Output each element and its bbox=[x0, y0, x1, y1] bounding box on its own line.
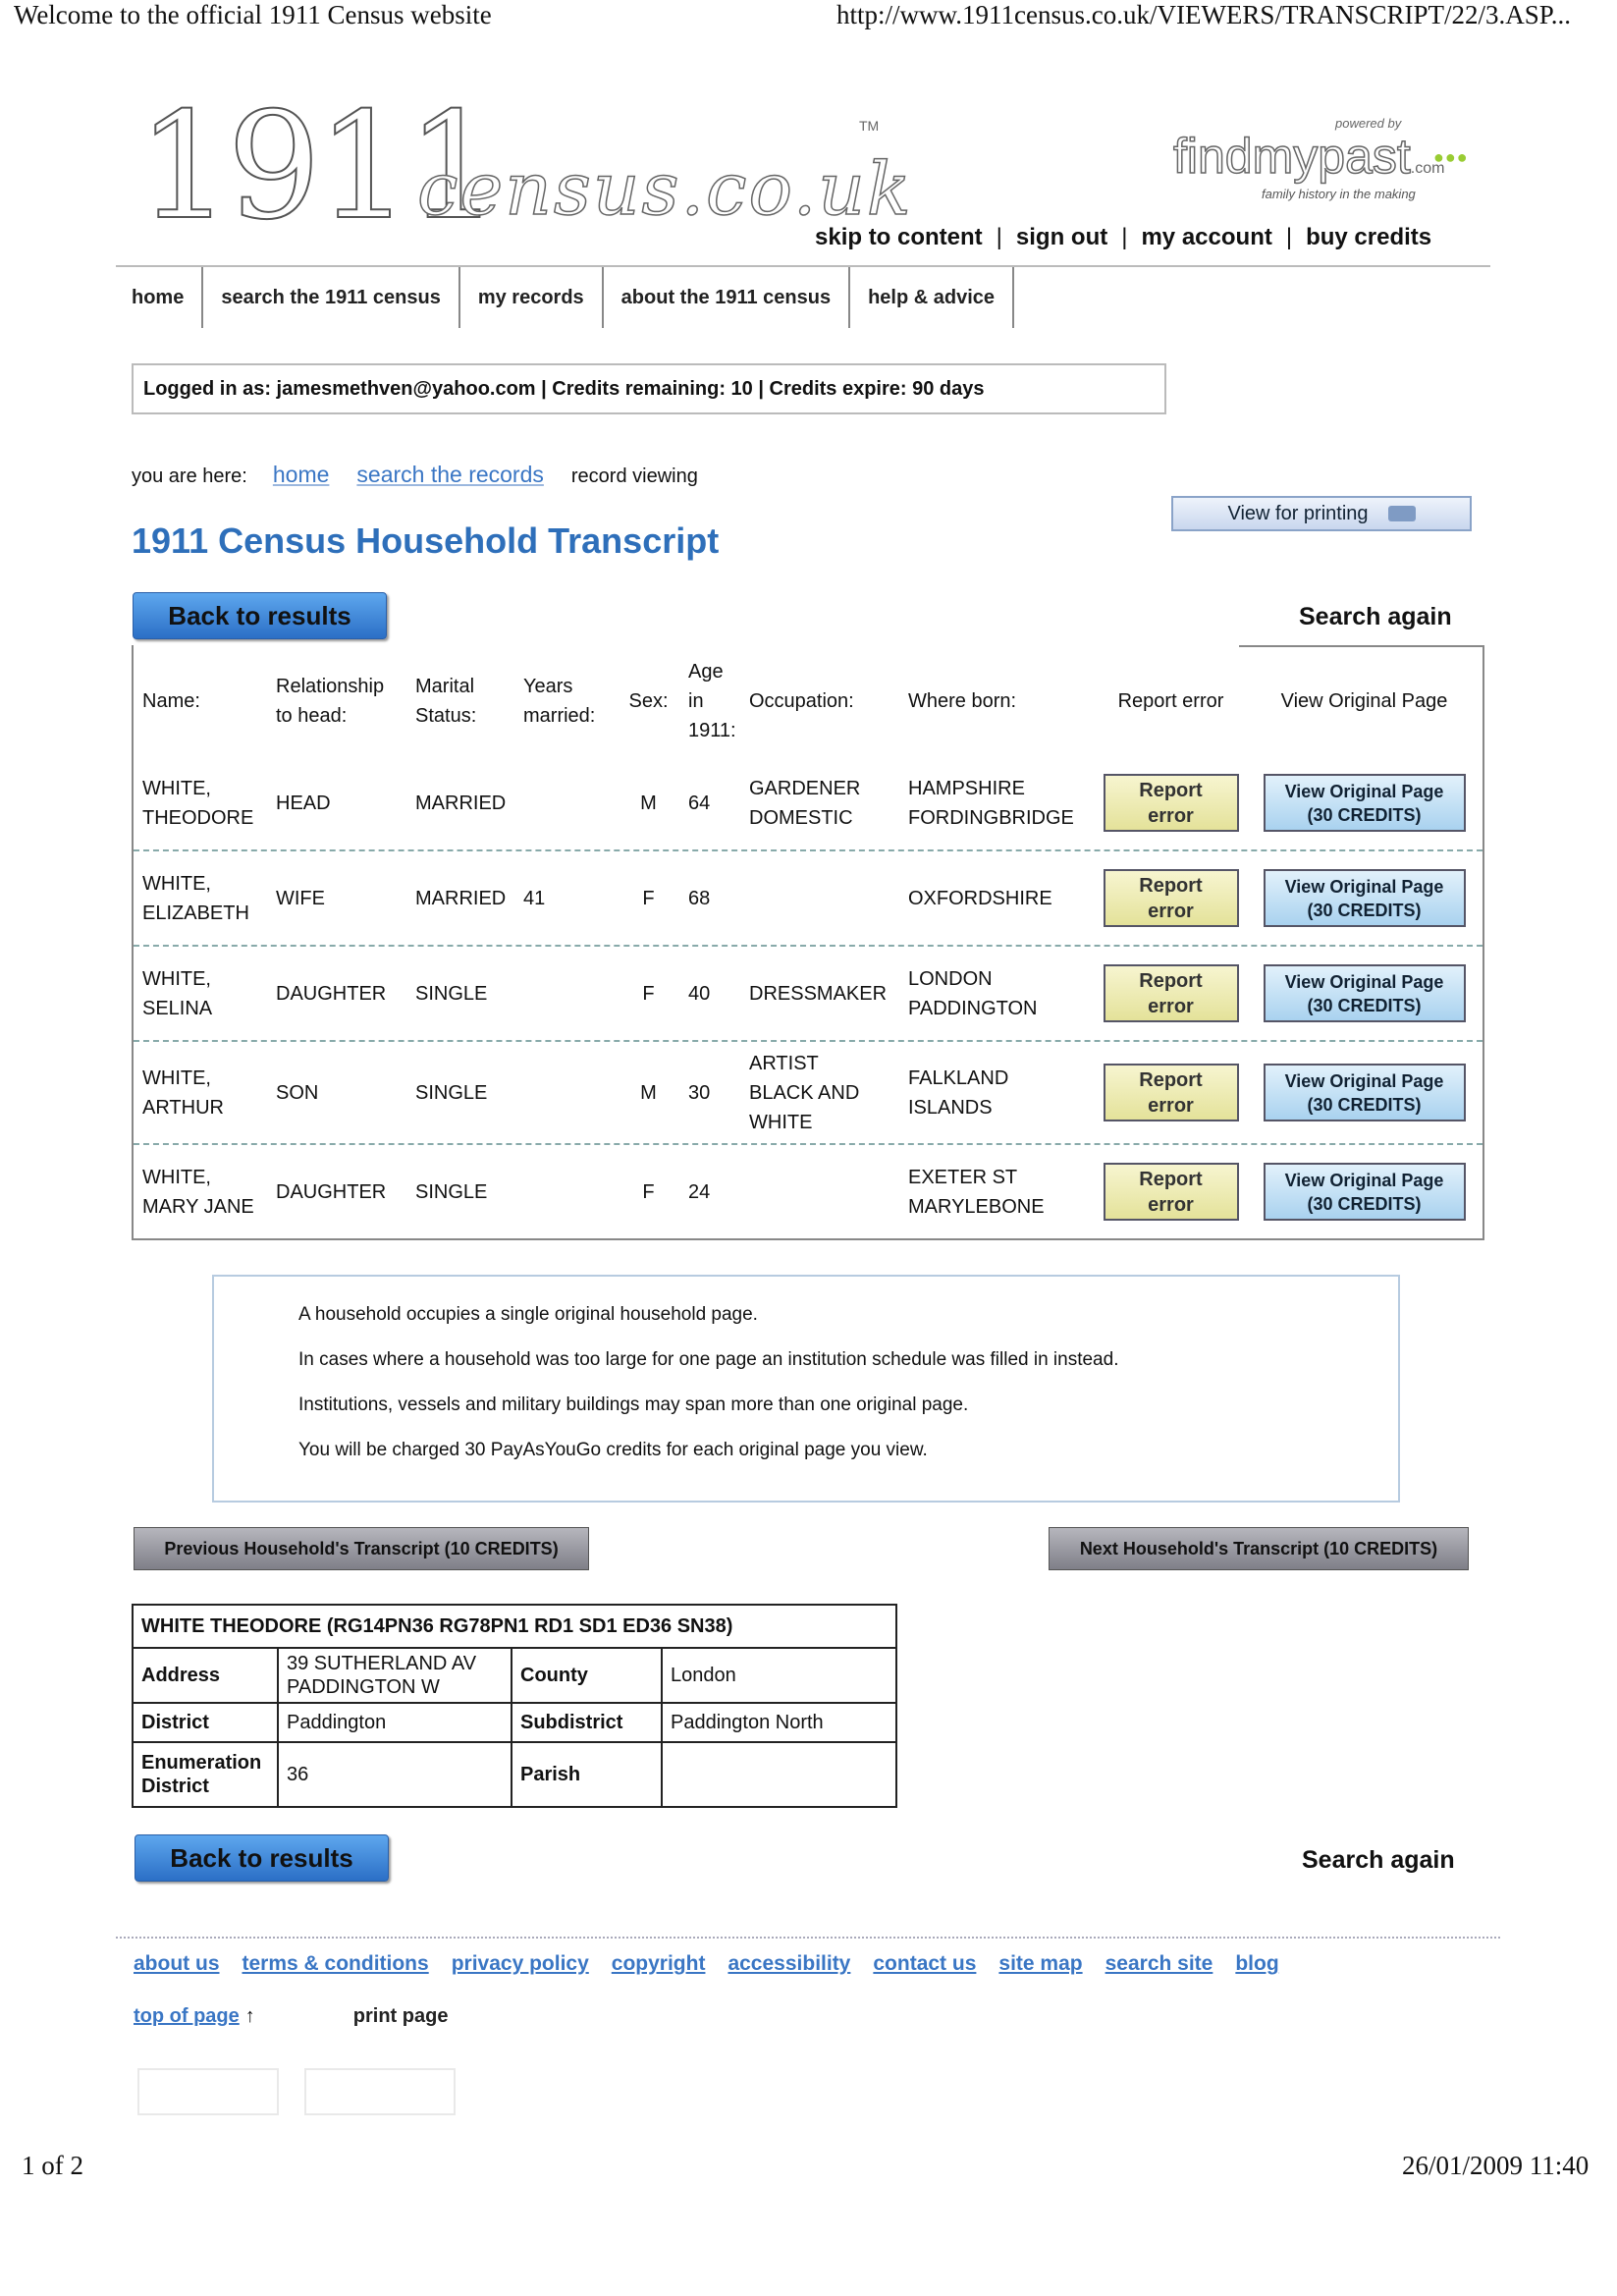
cell-marital: SINGLE bbox=[415, 982, 488, 1005]
view-original-credits: (30 CREDITS) bbox=[1307, 900, 1422, 920]
cell-name-line: WHITE, bbox=[142, 777, 211, 799]
district-value: Paddington bbox=[278, 1703, 512, 1742]
view-original-label: View Original Page bbox=[1284, 1170, 1444, 1190]
cell-sex: M bbox=[640, 792, 657, 814]
footer-about-us-link[interactable]: about us bbox=[134, 1952, 220, 1975]
cell-name-line: WHITE, bbox=[142, 1166, 211, 1188]
report-error-button[interactable] bbox=[1104, 1163, 1239, 1221]
col-years-line2: married: bbox=[523, 704, 596, 727]
cell-report bbox=[1086, 1064, 1247, 1121]
nav-about-census[interactable]: about the 1911 census bbox=[604, 267, 850, 328]
view-original-credits: (30 CREDITS) bbox=[1307, 804, 1422, 825]
w3c-badge-icon bbox=[137, 2068, 279, 2115]
view-original-label: View Original Page bbox=[1284, 971, 1444, 992]
table-row bbox=[134, 849, 1482, 945]
previous-household-button[interactable]: Previous Household's Transcript (10 CREDITS) bbox=[134, 1527, 589, 1570]
table-row bbox=[134, 1040, 1482, 1143]
report-error-label: error bbox=[1148, 1094, 1194, 1117]
table-row bbox=[134, 756, 1482, 849]
footer-blog-link[interactable]: blog bbox=[1235, 1952, 1279, 1975]
cell-name-line: WHITE, bbox=[142, 872, 211, 895]
district-label: District bbox=[133, 1703, 278, 1742]
col-relationship bbox=[267, 672, 406, 731]
arrow-up-icon: ↑ bbox=[244, 2005, 255, 2027]
view-original-label: View Original Page bbox=[1284, 1070, 1444, 1091]
col-name: Name: bbox=[142, 689, 200, 712]
cell-where-born-line: PADDINGTON bbox=[908, 997, 1038, 1019]
cell-view bbox=[1247, 774, 1473, 832]
print-header-url: http://www.1911census.co.uk/VIEWERS/TRANSCRIPT/22/3.ASP... bbox=[836, 0, 1572, 29]
cell-name-line: WHITE, bbox=[142, 967, 211, 990]
parish-label: Parish bbox=[512, 1742, 662, 1807]
cell-occupation-line: DOMESTIC bbox=[749, 806, 853, 829]
report-error-button[interactable] bbox=[1104, 1064, 1239, 1121]
separator: | bbox=[996, 224, 1002, 250]
table-row bbox=[134, 945, 1482, 1040]
separator: | bbox=[1121, 224, 1128, 250]
cell-marital: SINGLE bbox=[415, 1081, 488, 1104]
view-original-page-button[interactable] bbox=[1264, 1163, 1466, 1221]
view-original-page-button[interactable] bbox=[1264, 1064, 1466, 1121]
report-error-label: error bbox=[1148, 995, 1194, 1017]
col-marital-line1: Marital bbox=[415, 675, 475, 697]
col-marital-line2: Status: bbox=[415, 704, 477, 727]
report-error-label: Report bbox=[1139, 969, 1203, 992]
nav-help-advice[interactable]: help & advice bbox=[850, 267, 1014, 328]
cell-relationship: WIFE bbox=[276, 887, 325, 909]
reference-heading: WHITE THEODORE (RG14PN36 RG78PN1 RD1 SD1 ED36 SN38) bbox=[133, 1605, 896, 1648]
cell-name bbox=[134, 964, 267, 1023]
subdistrict-label: Subdistrict bbox=[512, 1703, 662, 1742]
cell-marital: SINGLE bbox=[415, 1180, 488, 1203]
table-header-row bbox=[134, 645, 1482, 756]
info-line: You will be charged 30 PayAsYouGo credits for each original page you view. bbox=[298, 1440, 928, 1460]
view-original-page-button[interactable] bbox=[1264, 964, 1466, 1022]
col-age-line1: Age bbox=[688, 660, 724, 683]
cell-where-born bbox=[899, 1163, 1086, 1222]
col-years-line1: Years bbox=[523, 675, 573, 697]
report-error-button[interactable] bbox=[1104, 774, 1239, 832]
site-logo-domain[interactable]: census.co.uk bbox=[417, 147, 913, 232]
household-transcript-table bbox=[132, 645, 1484, 1240]
my-account-link[interactable]: my account bbox=[1141, 224, 1272, 250]
print-footer-datetime: 26/01/2009 11:40 bbox=[1402, 2151, 1590, 2180]
breadcrumb-search-link[interactable]: search the records bbox=[356, 462, 544, 487]
footer-terms-link[interactable]: terms & conditions bbox=[242, 1952, 429, 1975]
enumeration-district-value: 36 bbox=[278, 1742, 512, 1807]
report-error-button[interactable] bbox=[1104, 869, 1239, 927]
cell-report bbox=[1086, 869, 1247, 927]
enumeration-district-label bbox=[133, 1742, 278, 1807]
subdistrict-value: Paddington North bbox=[662, 1703, 896, 1742]
col-view-original: View Original Page bbox=[1280, 689, 1448, 712]
cell-age: 24 bbox=[688, 1180, 711, 1203]
cell-relationship: SON bbox=[276, 1081, 319, 1104]
enumeration-label-line2: District bbox=[141, 1776, 209, 1797]
breadcrumb-home-link[interactable]: home bbox=[272, 462, 330, 487]
cell-name-line: SELINA bbox=[142, 997, 213, 1019]
cell-where-born bbox=[899, 964, 1086, 1023]
partner-logo[interactable] bbox=[1173, 128, 1444, 185]
cell-marital: MARRIED bbox=[415, 887, 507, 909]
view-original-credits: (30 CREDITS) bbox=[1307, 995, 1422, 1015]
cell-sex: M bbox=[640, 1081, 657, 1104]
col-age-line3: 1911: bbox=[688, 719, 736, 741]
printer-icon bbox=[1388, 506, 1416, 521]
buy-credits-link[interactable]: buy credits bbox=[1306, 224, 1432, 250]
partner-powered-by: powered by bbox=[1335, 116, 1402, 131]
cell-occupation-line: DRESSMAKER bbox=[749, 982, 888, 1005]
login-status: Logged in as: jamesmethven@yahoo.com | Credits remaining: 10 | Credits expire: 90 days bbox=[132, 363, 1166, 414]
cell-name-line: THEODORE bbox=[142, 806, 254, 829]
footer-privacy-link[interactable]: privacy policy bbox=[451, 1952, 589, 1975]
cell-where-born bbox=[899, 774, 1086, 833]
search-again-link-bottom[interactable]: Search again bbox=[1302, 1846, 1455, 1874]
cell-name bbox=[134, 1163, 267, 1222]
breadcrumb-current: record viewing bbox=[570, 465, 698, 487]
view-original-label: View Original Page bbox=[1284, 876, 1444, 897]
county-label: County bbox=[512, 1648, 662, 1703]
report-error-label: error bbox=[1148, 900, 1194, 922]
footer-utilities bbox=[134, 2005, 448, 2028]
trademark-mark: TM bbox=[859, 118, 880, 134]
nav-my-records[interactable]: my records bbox=[460, 267, 604, 328]
cell-view bbox=[1247, 869, 1473, 927]
print-header-title: Welcome to the official 1911 Census website bbox=[14, 0, 492, 29]
partner-tagline: family history in the making bbox=[1262, 187, 1416, 201]
separator: | bbox=[1285, 224, 1293, 250]
nav-home[interactable]: home bbox=[116, 267, 203, 328]
view-for-printing-label: View for printing bbox=[1227, 502, 1369, 524]
page-title: 1911 Census Household Transcript bbox=[132, 520, 720, 561]
address-line1: 39 SUTHERLAND AV bbox=[287, 1653, 477, 1674]
info-line: In cases where a household was too large for one page an institution schedule was filled in instead. bbox=[298, 1349, 1119, 1370]
cell-name bbox=[134, 1064, 267, 1122]
info-box bbox=[212, 1275, 1400, 1503]
cell-report bbox=[1086, 964, 1247, 1022]
cell-sex: F bbox=[642, 1180, 655, 1203]
sign-out-link[interactable]: sign out bbox=[1015, 224, 1108, 250]
cell-report bbox=[1086, 774, 1247, 832]
back-to-results-button[interactable]: Back to results bbox=[133, 592, 387, 639]
cell-view bbox=[1247, 1163, 1473, 1221]
breadcrumb-label: you are here: bbox=[132, 465, 247, 487]
col-sex: Sex: bbox=[628, 689, 669, 712]
report-error-label: Report bbox=[1139, 1168, 1203, 1190]
cell-marital: MARRIED bbox=[415, 792, 507, 814]
cell-where-born bbox=[899, 1064, 1086, 1122]
cell-name bbox=[134, 774, 267, 833]
cell-name bbox=[134, 869, 267, 928]
col-occupation: Occupation: bbox=[749, 689, 854, 712]
back-to-results-button-bottom[interactable]: Back to results bbox=[135, 1834, 389, 1882]
cell-age: 30 bbox=[688, 1081, 711, 1104]
parish-value bbox=[662, 1742, 896, 1807]
col-relationship-line1: Relationship bbox=[276, 675, 385, 697]
cell-name-line: ELIZABETH bbox=[142, 902, 249, 924]
cell-years: 41 bbox=[523, 887, 546, 909]
report-error-label: Report bbox=[1139, 1068, 1203, 1091]
footer-divider bbox=[116, 1937, 1500, 1939]
enumeration-label-line1: Enumeration bbox=[141, 1752, 262, 1774]
partner-dots-icon: ●●● bbox=[1433, 147, 1469, 167]
col-relationship-line2: to head: bbox=[276, 704, 348, 727]
cell-where-born-line: OXFORDSHIRE bbox=[908, 887, 1052, 909]
view-original-page-button[interactable] bbox=[1264, 774, 1466, 832]
footer-search-site-link[interactable]: search site bbox=[1105, 1952, 1213, 1975]
print-footer-page: 1 of 2 bbox=[22, 2151, 83, 2180]
cell-where-born-line: EXETER ST bbox=[908, 1166, 1018, 1188]
table-row bbox=[134, 1143, 1482, 1238]
address-value bbox=[278, 1648, 512, 1703]
cell-report bbox=[1086, 1163, 1247, 1221]
cell-where-born-line: LONDON bbox=[908, 967, 993, 990]
col-report-error: Report error bbox=[1117, 689, 1224, 712]
cell-view bbox=[1247, 964, 1473, 1022]
cell-relationship: DAUGHTER bbox=[276, 982, 387, 1005]
cell-name-line: WHITE, bbox=[142, 1066, 211, 1089]
info-line: Institutions, vessels and military buildings may span more than one original page. bbox=[298, 1394, 969, 1415]
view-for-printing-button[interactable] bbox=[1171, 496, 1472, 531]
skip-to-content-link[interactable]: skip to content bbox=[815, 224, 983, 250]
address-line2: PADDINGTON W bbox=[287, 1676, 440, 1698]
search-again-link[interactable]: Search again bbox=[1299, 603, 1452, 630]
col-marital bbox=[406, 672, 514, 731]
cell-occupation-line: BLACK AND bbox=[749, 1081, 860, 1104]
col-age bbox=[679, 657, 740, 745]
cell-occupation-line: WHITE bbox=[749, 1111, 813, 1133]
cell-age: 40 bbox=[688, 982, 711, 1005]
cell-age: 68 bbox=[688, 887, 711, 909]
address-label: Address bbox=[133, 1648, 278, 1703]
report-error-label: Report bbox=[1139, 874, 1203, 897]
cell-where-born-line: FALKLAND bbox=[908, 1066, 1009, 1089]
cell-where-born-line: HAMPSHIRE bbox=[908, 777, 1025, 799]
top-links bbox=[815, 224, 1431, 251]
cell-age: 64 bbox=[688, 792, 711, 814]
cell-relationship: HEAD bbox=[276, 792, 331, 814]
top-of-page-link[interactable]: top of page bbox=[134, 2005, 240, 2027]
partner-logo-name: findmypast bbox=[1173, 129, 1411, 184]
cell-where-born-line: MARYLEBONE bbox=[908, 1195, 1045, 1218]
footer-links bbox=[134, 1952, 1302, 1976]
cell-where-born-line: FORDINGBRIDGE bbox=[908, 806, 1074, 829]
cell-sex: F bbox=[642, 982, 655, 1005]
reference-table bbox=[132, 1604, 897, 1808]
footer-accessibility-link[interactable]: accessibility bbox=[728, 1952, 851, 1975]
nav-search-census[interactable]: search the 1911 census bbox=[203, 267, 459, 328]
report-error-label: error bbox=[1148, 804, 1194, 827]
next-household-button[interactable]: Next Household's Transcript (10 CREDITS) bbox=[1049, 1527, 1469, 1570]
cell-name-line: ARTHUR bbox=[142, 1096, 224, 1119]
cell-where-born-line: ISLANDS bbox=[908, 1096, 993, 1119]
view-original-label: View Original Page bbox=[1284, 781, 1444, 801]
cell-occupation bbox=[740, 979, 899, 1009]
report-error-button[interactable] bbox=[1104, 964, 1239, 1022]
cell-sex: F bbox=[642, 887, 655, 909]
table-body bbox=[134, 756, 1482, 1238]
county-value: London bbox=[662, 1648, 896, 1703]
cell-name-line: MARY JANE bbox=[142, 1195, 254, 1218]
col-years bbox=[514, 672, 618, 731]
cell-where-born bbox=[899, 884, 1086, 913]
cell-view bbox=[1247, 1064, 1473, 1121]
partner-logo-suffix: .com bbox=[1410, 160, 1445, 177]
report-error-label: Report bbox=[1139, 779, 1203, 801]
site-logo-year[interactable]: 1911 bbox=[137, 82, 497, 252]
report-error-label: error bbox=[1148, 1193, 1194, 1216]
print-page-link[interactable]: print page bbox=[352, 2005, 449, 2027]
main-nav bbox=[116, 267, 1014, 328]
footer-site-map-link[interactable]: site map bbox=[998, 1952, 1083, 1975]
cell-relationship: DAUGHTER bbox=[276, 1180, 387, 1203]
footer-contact-link[interactable]: contact us bbox=[873, 1952, 977, 1975]
cell-occupation-line: ARTIST bbox=[749, 1052, 819, 1074]
view-original-credits: (30 CREDITS) bbox=[1307, 1094, 1422, 1115]
col-where-born: Where born: bbox=[908, 689, 1017, 712]
cell-occupation-line: GARDENER bbox=[749, 777, 861, 799]
cell-occupation bbox=[740, 774, 899, 833]
cell-occupation bbox=[740, 1049, 899, 1137]
view-original-credits: (30 CREDITS) bbox=[1307, 1193, 1422, 1214]
footer-copyright-link[interactable]: copyright bbox=[611, 1952, 706, 1975]
breadcrumb bbox=[132, 462, 698, 488]
info-line: A household occupies a single original household page. bbox=[298, 1304, 758, 1325]
view-original-page-button[interactable] bbox=[1264, 869, 1466, 927]
w3c-badge-icon bbox=[304, 2068, 456, 2115]
col-age-line2: in bbox=[688, 689, 704, 712]
